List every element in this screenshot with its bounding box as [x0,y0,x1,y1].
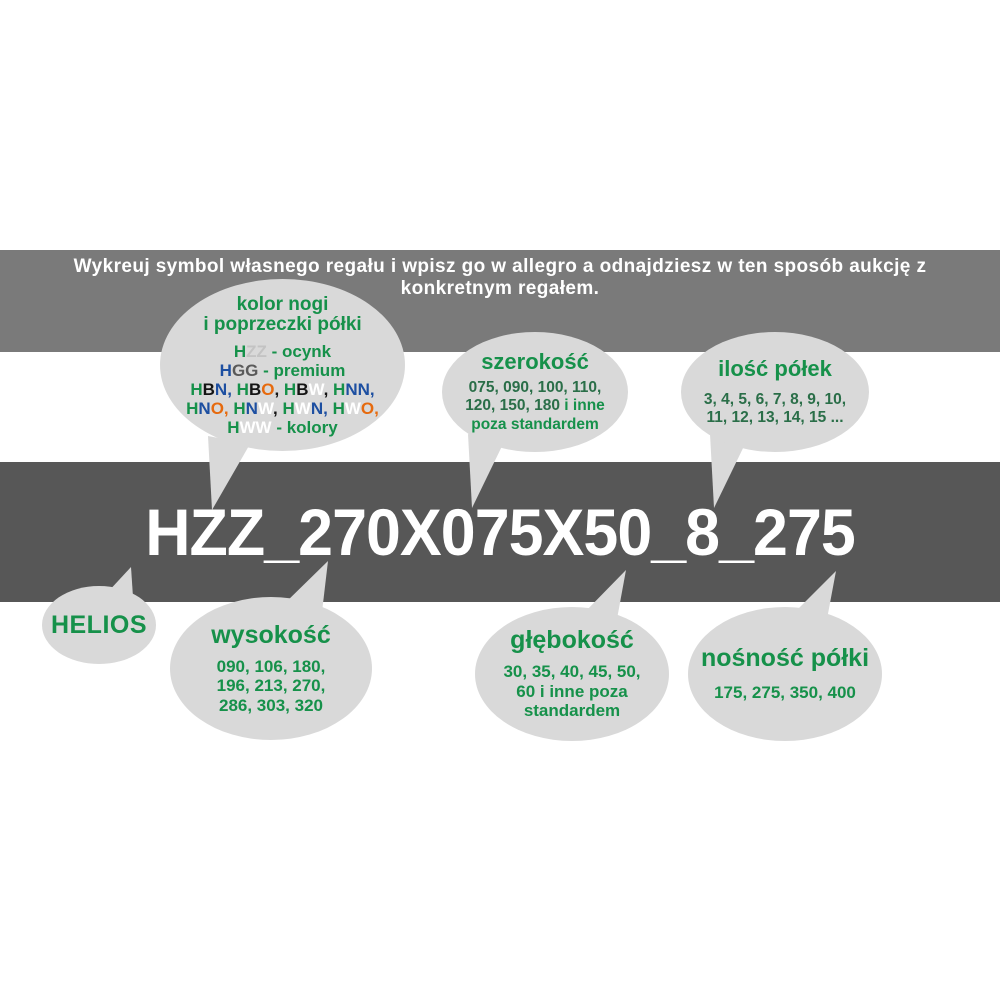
value-line: standardem [523,701,621,721]
bubble-title: głębokość [510,626,634,655]
value-line: 175, 275, 350, 400 [714,683,856,703]
bubble-body [465,379,605,435]
color-code-line: HZZ - ocynk [233,342,332,361]
product-code: HZZ_270X075X50_8_275 [145,495,855,569]
value-line: 120, 150, 180 i inne [465,397,605,415]
value-line: 3, 4, 5, 6, 7, 8, 9, 10, [703,390,847,408]
value-line: 286, 303, 320 [219,695,323,715]
header-line-2: konkretnym regałem. [400,278,600,299]
bubble-title-line-2: i poprzeczki półki [203,314,362,335]
value-line: 196, 213, 270, [216,676,326,696]
bubble-wysokosc [170,597,372,740]
color-code-line: HNO, HNW, HWN, HWO, [186,399,379,418]
bubble-body [714,683,856,703]
bubble-body [503,662,640,721]
bubble-body [186,342,379,437]
bubble-title [203,295,361,335]
bubble-title: ilość półek [718,355,832,381]
bubble-kolor-nogi [160,279,405,451]
bubble-ilosc-polek [681,332,869,452]
bubble-title: wysokość [211,620,331,649]
bubble-glebokosc [475,607,669,741]
value-line: 11, 12, 13, 14, 15 ... [706,409,844,426]
bubble-title-line-1: kolor nogi [236,294,329,315]
value-line: 60 i inne poza [516,681,628,701]
value-line: 075, 090, 100, 110, [468,378,602,396]
color-code-line: HGG - premium [219,361,346,380]
bubble-szerokosc [442,332,628,452]
value-line: 30, 35, 40, 45, 50, [503,662,641,682]
color-code-line: HWW - kolory [227,418,338,437]
brand-label: HELIOS [50,610,148,639]
header-line-1: Wykreuj symbol własnego regału i wpisz go w allegro a odnajdziesz w ten sposób aukcję z [73,256,927,277]
bubble-title: szerokość [481,348,589,374]
bubble-body [217,657,326,716]
value-line: 090, 106, 180, [216,656,326,676]
bubble-nosnosc-polki [688,607,882,741]
value-line: poza standardem [471,415,599,433]
bubble-body [704,391,846,428]
color-code-line: HBN, HBO, HBW, HNN, [190,380,375,399]
bubble-title: nośność półki [700,644,870,673]
